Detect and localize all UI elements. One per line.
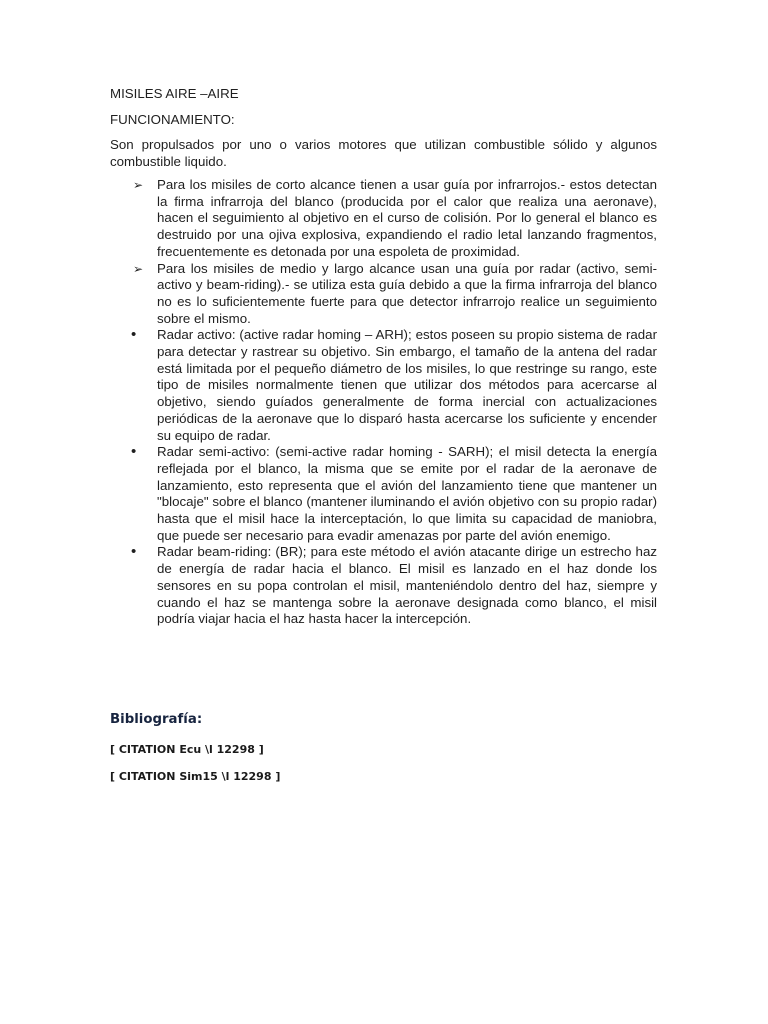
list-item-text: Radar semi-activo: (semi-active radar homing - SARH); el misil detecta la energía reflejada por el blanco, la misma que se emite por el radar de la aeronave de lanzamiento, esto representa que el avión del lanzamiento tiene que mantener un "blocaje" sobre el blanco (mantener iluminando el avión objetivo con su propio radar) hasta que el misil hace la interceptación, lo que limita su capacidad de maniobra, que puede ser necesario para evadir amenazas por parte del avión enemigo. xyxy=(157,444,657,543)
dot-bullet-icon: • xyxy=(131,326,137,344)
list-item xyxy=(110,444,657,544)
bibliography-section xyxy=(110,711,657,796)
list-item xyxy=(110,261,657,328)
bullet-list xyxy=(110,177,657,628)
arrow-bullet-icon: ➢ xyxy=(133,178,144,192)
document-heading: MISILES AIRE –AIRE xyxy=(110,86,239,101)
dot-bullet-icon: • xyxy=(131,543,137,561)
citation-entry: [ CITATION Ecu \l 12298 ] xyxy=(110,743,264,756)
document-body xyxy=(110,85,657,628)
arrow-bullet-icon: ➢ xyxy=(133,261,144,276)
list-item-text: Radar beam-riding: (BR); para este método el avión atacante dirige un estrecho haz de energía de radar hacia el blanco. El misil es lanzado en el haz donde los sensores en su popa controlan el misil, manteniéndolo dentro del haz, siempre y cuando el haz se mantenga sobre la aeronave designada como blanco, el misil podría viajar hacia el haz hasta hacer la intercepción. xyxy=(157,544,657,627)
list-item-text: Para los misiles de medio y largo alcance usan una guía por radar (activo, semi-activo y beam-riding).- se utiliza esta guía debido a que la firma infrarroja del blanco no es lo suficientemente fuerte para que detector infrarrojo realice un seguimiento sobre el mismo. xyxy=(157,260,657,326)
list-item xyxy=(110,177,657,261)
bibliography-heading: Bibliografía: xyxy=(110,712,203,727)
list-item-text: Para los misiles de corto alcance tienen a usar guía por infrarrojos.- estos detectan la firma infrarroja del blanco (producida por el calor que realiza una aeronave), hacen el seguimiento al objetivo en el curso de colisión. Por lo general el blanco es destruido por una ojiva explosiva, expandiendo el radio letal lanzando fragmentos, frecuentemente es detonada por una espoleta de proximidad. xyxy=(157,177,657,259)
dot-bullet-icon: • xyxy=(131,443,137,461)
list-item xyxy=(110,544,657,628)
document-subheading: FUNCIONAMIENTO: xyxy=(110,112,235,127)
list-item xyxy=(110,327,657,444)
citation-entry: [ CITATION Sim15 \l 12298 ] xyxy=(110,770,281,783)
list-item-text: Radar activo: (active radar homing – ARH); estos poseen su propio sistema de radar para detectar y rastrear su objetivo. Sin embargo, el tamaño de la antena del radar está limitada por el pequeño diámetro de los misiles, lo que restringe su rango, este tipo de misiles normalmente tienen que utilizar dos métodos para acercarse al objetivo, siendo guíados generalmente de forma inercial con actualizaciones periódicas de la aeronave que lo disparó hasta acercarse los suficiente y encender su equipo de radar. xyxy=(157,327,657,443)
intro-paragraph: Son propulsados por uno o varios motores que utilizan combustible sólido y algunos combustible liquido. xyxy=(110,137,657,169)
